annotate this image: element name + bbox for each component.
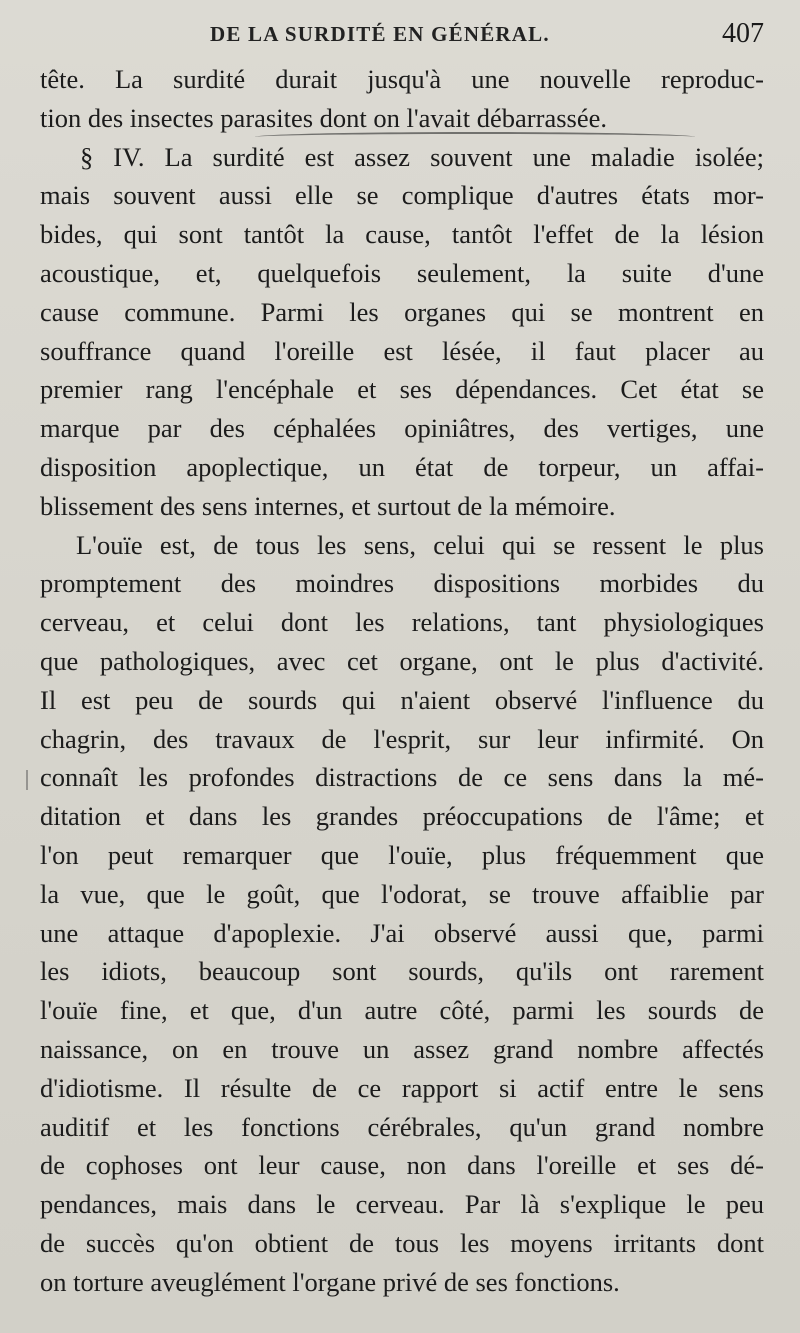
text-line: tête. La surdité durait jusqu'à une nouvelle reproduc- [40, 64, 764, 94]
text-line: promptement des moindres dispositions morbides du [40, 568, 764, 599]
text-line: auditif et les fonctions cérébrales, qu'un grand nombre [40, 1111, 764, 1142]
text-line: chagrin, des travaux de l'esprit, sur leur infirmité. On [40, 723, 764, 754]
text-line: on torture aveuglément l'organe privé de ses fonctions. [40, 1266, 620, 1297]
text-line: disposition apoplectique, un état de torpeur, un affai- [40, 451, 764, 482]
text-line: mais souvent aussi elle se complique d'autres états mor- [40, 180, 764, 211]
running-title: DE LA SURDITÉ EN GÉNÉRAL. [210, 22, 550, 46]
text-line: naissance, on en trouve un assez grand nombre affectés [40, 1033, 764, 1064]
text-line: L'ouïe est, de tous les sens, celui qui se ressent le plus [76, 529, 764, 560]
text-line: bides, qui sont tantôt la cause, tantôt l'effet de la lésion [40, 219, 764, 250]
text-line: Il est peu de sourds qui n'aient observé l'influence du [40, 684, 764, 715]
text-line: souffrance quand l'oreille est lésée, il faut placer au [40, 335, 764, 366]
text-line: premier rang l'encéphale et ses dépendances. Cet état se [40, 374, 764, 405]
text-line: l'ouïe fine, et que, d'un autre côté, parmi les sourds de [40, 995, 764, 1026]
text-line: que pathologiques, avec cet organe, ont le plus d'activité. [40, 645, 764, 676]
text-line: tion des insectes parasites dont on l'avait débarrassée. [40, 102, 607, 133]
text-line: de cophoses ont leur cause, non dans l'oreille et ses dé- [40, 1150, 764, 1181]
text-line: pendances, mais dans le cerveau. Par là s'explique le peu [40, 1189, 764, 1220]
text-line: les idiots, beaucoup sont sourds, qu'ils ont rarement [40, 956, 764, 987]
text-line: cerveau, et celui dont les relations, tant physiologiques [40, 607, 764, 638]
text-line: marque par des céphalées opiniâtres, des vertiges, une [40, 413, 764, 444]
text-line: blissement des sens internes, et surtout de la mémoire. [40, 490, 616, 521]
text-line: d'idiotisme. Il résulte de ce rapport si actif entre le sens [40, 1072, 764, 1103]
text-line: acoustique, et, quelquefois seulement, la suite d'une [40, 257, 764, 288]
text-line: la vue, que le goût, que l'odorat, se trouve affaiblie par [40, 878, 764, 909]
text-line: ditation et dans les grandes préoccupations de l'âme; et [40, 801, 764, 832]
text-line: connaît les profondes distractions de ce sens dans la mé- [40, 762, 764, 793]
text-line: cause commune. Parmi les organes qui se montrent en [40, 296, 764, 327]
body-text [40, 60, 764, 1302]
text-line: l'on peut remarquer que l'ouïe, plus fréquemment que [40, 839, 764, 870]
text-line: une attaque d'apoplexie. J'ai observé aussi que, parmi [40, 917, 764, 948]
text-line: de succès qu'on obtient de tous les moyens irritants dont [40, 1227, 764, 1258]
text-line: § IV. La surdité est assez souvent une maladie isolée; [80, 141, 764, 172]
page-number: 407 [722, 18, 764, 49]
running-head [0, 16, 800, 52]
margin-tick-mark [26, 770, 28, 790]
